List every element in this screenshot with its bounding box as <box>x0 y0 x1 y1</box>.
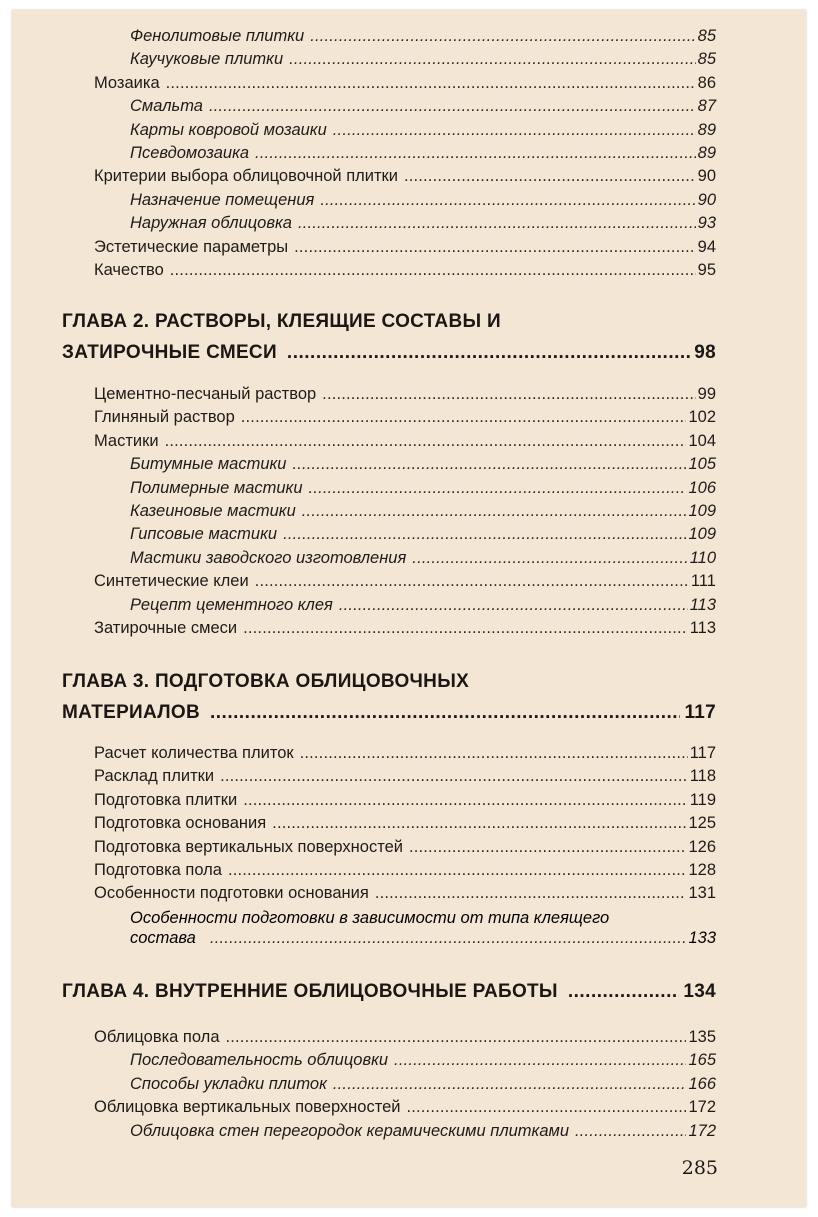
entry-page-number: 86 <box>697 73 716 92</box>
toc-entry <box>94 1095 716 1117</box>
entry-label: Расчет количества плиток <box>94 744 294 762</box>
leader-dots <box>322 384 695 404</box>
toc-entry <box>130 452 716 474</box>
entry-page-number: 133 <box>688 929 716 947</box>
leader-dots <box>170 260 696 280</box>
leader-dots <box>228 860 686 880</box>
leader-dots <box>568 976 680 1007</box>
leader-dots <box>220 766 688 786</box>
entry-label: Подготовка пола <box>94 861 222 879</box>
leader-dots <box>333 120 696 140</box>
entry-page-number: 119 <box>689 790 716 809</box>
toc-entry <box>130 118 716 140</box>
chapter-2-heading <box>62 306 716 368</box>
entry-page-number: 110 <box>689 548 716 567</box>
entry-page-number: 135 <box>688 1028 716 1046</box>
entry-label: Расклад плитки <box>94 767 215 786</box>
toc-entry <box>130 1119 716 1141</box>
toc-entry <box>130 24 716 46</box>
leader-dots <box>283 524 686 544</box>
toc-entry <box>130 47 716 69</box>
entry-label: Каучуковые плитки <box>130 50 284 69</box>
chapter-title-line1: ГЛАВА 3. ПОДГОТОВКА ОБЛИЦОВОЧНЫХ <box>62 671 470 692</box>
chapter-page-number: 117 <box>684 702 716 723</box>
entry-label: Облицовка стен перегородок керамическими плитками <box>130 1121 569 1140</box>
toc-entry <box>94 741 716 763</box>
toc-entry <box>94 1025 716 1047</box>
leader-dots <box>210 697 680 728</box>
toc-entry <box>94 164 716 186</box>
toc-entry <box>94 258 716 280</box>
leader-dots <box>272 813 686 833</box>
toc-entry <box>94 429 716 451</box>
leader-dots <box>404 166 696 186</box>
chapter-4-heading <box>62 976 716 1007</box>
leader-dots <box>298 213 696 233</box>
leader-dots <box>294 237 696 257</box>
entry-page-number: 93 <box>697 214 716 233</box>
entry-page-number: 105 <box>688 455 716 474</box>
leader-dots <box>287 337 690 368</box>
leader-dots <box>394 1050 686 1070</box>
chapter-page-number: 134 <box>683 981 716 1002</box>
leader-dots <box>255 143 696 163</box>
entry-page-number: 126 <box>688 837 716 856</box>
entry-page-number: 90 <box>697 190 716 209</box>
entry-label: Последовательность облицовки <box>130 1051 389 1070</box>
chapter-title-line2: ЗАТИРОЧНЫЕ СМЕСИ <box>62 342 277 363</box>
toc-entry <box>130 1048 716 1070</box>
toc-entry <box>130 211 716 233</box>
entry-page-number: 109 <box>688 525 716 544</box>
chapter-page-number: 98 <box>694 342 716 363</box>
entry-label: Эстетические параметры <box>94 237 289 256</box>
leader-dots <box>309 478 687 498</box>
toc-entry <box>130 1072 716 1094</box>
entry-label: Смальта <box>130 97 203 116</box>
entry-label: Назначение помещения <box>130 190 315 209</box>
entry-page-number: 125 <box>688 814 716 833</box>
entry-page-number: 113 <box>689 595 716 614</box>
entry-label: Подготовка основания <box>94 814 267 833</box>
entry-label: Подготовка плитки <box>94 790 238 809</box>
entry-page-number: 165 <box>688 1051 716 1070</box>
entry-page-number: 117 <box>689 744 716 762</box>
entry-label: Способы укладки плиток <box>130 1074 327 1093</box>
leader-dots <box>241 407 687 427</box>
entry-label: Псевдомозаика <box>130 144 250 162</box>
leader-dots <box>412 548 687 568</box>
entry-label: Цементно-песчаный раствор <box>94 385 317 403</box>
entry-page-number: 118 <box>689 767 716 786</box>
entry-page-number: 89 <box>697 120 716 139</box>
entry-label: Качество <box>94 261 164 279</box>
toc-entry <box>94 382 716 404</box>
entry-page-number: 111 <box>690 572 716 591</box>
entry-page-number: 106 <box>688 478 716 497</box>
book-page <box>12 10 806 1207</box>
toc-entry <box>94 616 716 638</box>
entry-page-number: 131 <box>688 884 716 903</box>
toc-entry <box>130 522 716 544</box>
leader-dots <box>243 618 688 638</box>
toc-entry <box>94 788 716 810</box>
leader-dots <box>300 743 688 763</box>
entry-page-number: 172 <box>688 1098 716 1117</box>
toc-entry <box>94 858 716 880</box>
entry-page-number: 113 <box>689 619 716 637</box>
leader-dots <box>339 595 688 615</box>
leader-dots <box>375 883 687 903</box>
entry-page-number: 104 <box>688 431 716 450</box>
page-number: 285 <box>681 1157 718 1179</box>
entry-label: Мозаика <box>94 73 160 92</box>
toc-entry <box>94 764 716 786</box>
entry-label: Полимерные мастики <box>130 478 303 497</box>
entry-page-number: 109 <box>688 502 716 520</box>
leader-dots <box>289 49 695 69</box>
chapter-title-line2: МАТЕРИАЛОВ <box>62 702 200 723</box>
toc-entry <box>130 476 716 498</box>
chapter-3-heading <box>62 666 716 728</box>
entry-label: Затирочные смеси <box>94 619 238 637</box>
entry-label: Критерии выбора облицовочной плитки <box>94 167 398 186</box>
entry-page-number: 85 <box>697 50 716 69</box>
entry-label: Битумные мастики <box>130 455 287 474</box>
leader-dots <box>302 501 687 521</box>
entry-page-number: 166 <box>688 1074 716 1093</box>
toc-entry <box>94 71 716 93</box>
leader-dots <box>226 1027 687 1047</box>
entry-page-number: 87 <box>697 97 716 116</box>
entry-page-number: 102 <box>688 408 716 427</box>
chapter-title-line1: ГЛАВА 4. ВНУТРЕННИЕ ОБЛИЦОВОЧНЫЕ РАБОТЫ <box>62 981 558 1002</box>
entry-label: Фенолитовые плитки <box>130 27 305 45</box>
entry-label-line1: Особенности подготовки в зависимости от типа клеящего <box>130 909 610 927</box>
entry-label: Облицовка пола <box>94 1028 220 1046</box>
leader-dots <box>292 454 686 474</box>
leader-dots <box>166 73 696 93</box>
entry-page-number: 94 <box>697 237 716 256</box>
entry-page-number: 89 <box>697 144 716 162</box>
entry-label: Глиняный раствор <box>94 408 235 427</box>
entry-page-number: 90 <box>697 167 716 186</box>
entry-label: Карты ковровой мозаики <box>130 120 327 139</box>
leader-dots <box>406 1097 686 1117</box>
entry-label: Подготовка вертикальных поверхностей <box>94 837 403 856</box>
entry-label: Рецепт цементного клея <box>130 595 333 614</box>
leader-dots <box>320 190 695 210</box>
entry-label: Мастики <box>94 431 159 450</box>
chapter-title-line1: ГЛАВА 2. РАСТВОРЫ, КЛЕЯЩИЕ СОСТАВЫ И <box>62 311 501 332</box>
toc-entry <box>94 405 716 427</box>
toc-entry <box>130 188 716 210</box>
toc-entry <box>94 569 716 591</box>
toc-entry <box>130 546 716 568</box>
leader-dots <box>243 790 687 810</box>
entry-page-number: 172 <box>688 1121 716 1140</box>
entry-page-number: 95 <box>697 261 716 279</box>
entry-label: Гипсовые мастики <box>130 525 278 544</box>
entry-label: Синтетические клеи <box>94 572 249 591</box>
leader-dots <box>575 1121 686 1141</box>
entry-label: Казеиновые мастики <box>130 502 296 520</box>
toc-entry-wrapped <box>130 902 716 948</box>
leader-dots <box>310 26 695 46</box>
toc-entry <box>94 235 716 257</box>
toc-entry <box>130 94 716 116</box>
entry-label: Облицовка вертикальных поверхностей <box>94 1098 401 1117</box>
toc-entry <box>130 499 716 521</box>
leader-dots <box>409 837 686 857</box>
entry-label: Наружная облицовка <box>130 214 292 233</box>
entry-page-number: 128 <box>688 861 716 879</box>
leader-dots <box>255 571 689 591</box>
toc-entry <box>94 835 716 857</box>
entry-page-number: 99 <box>697 385 716 403</box>
entry-page-number: 85 <box>697 27 716 45</box>
entry-label: Особенности подготовки основания <box>94 884 369 903</box>
toc-entry <box>130 593 716 615</box>
toc-entry <box>94 881 716 903</box>
toc-entry <box>94 811 716 833</box>
leader-dots <box>209 96 696 116</box>
entry-label: Мастики заводского изготовления <box>130 548 407 567</box>
leader-dots <box>165 431 687 451</box>
entry-label-line2: состава <box>130 929 196 947</box>
toc-entry <box>130 141 716 163</box>
leader-dots <box>333 1074 687 1094</box>
